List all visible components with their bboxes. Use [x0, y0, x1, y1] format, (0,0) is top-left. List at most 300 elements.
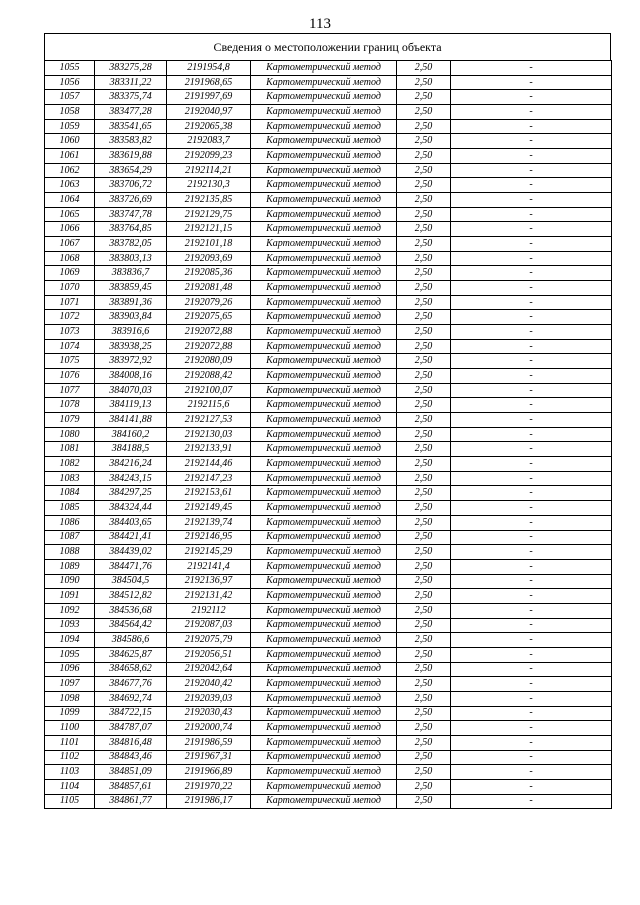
- accuracy-cell: 2,50: [397, 647, 451, 662]
- description-cell: -: [451, 193, 612, 208]
- table-row: [45, 765, 612, 780]
- point-number-cell: 1065: [45, 207, 95, 222]
- description-cell: -: [451, 515, 612, 530]
- table-row: [45, 501, 612, 516]
- description-cell: -: [451, 427, 612, 442]
- description-cell: -: [451, 677, 612, 692]
- description-cell: -: [451, 163, 612, 178]
- table-row: [45, 721, 612, 736]
- coordinates-table: [44, 60, 612, 809]
- coord-x-cell: 384787,07: [95, 721, 167, 736]
- table-row: [45, 339, 612, 354]
- table-row: [45, 457, 612, 472]
- method-cell: Картометрический метод: [251, 589, 397, 604]
- coord-x-cell: 383275,28: [95, 61, 167, 76]
- table-row: [45, 119, 612, 134]
- point-number-cell: 1059: [45, 119, 95, 134]
- table-row: [45, 237, 612, 252]
- point-number-cell: 1055: [45, 61, 95, 76]
- accuracy-cell: 2,50: [397, 471, 451, 486]
- table-row: [45, 603, 612, 618]
- point-number-cell: 1095: [45, 647, 95, 662]
- point-number-cell: 1100: [45, 721, 95, 736]
- point-number-cell: 1062: [45, 163, 95, 178]
- point-number-cell: 1097: [45, 677, 95, 692]
- coord-y-cell: 2192115,6: [167, 398, 251, 413]
- point-number-cell: 1069: [45, 266, 95, 281]
- coord-x-cell: 384512,82: [95, 589, 167, 604]
- description-cell: -: [451, 339, 612, 354]
- table-row: [45, 295, 612, 310]
- point-number-cell: 1075: [45, 354, 95, 369]
- method-cell: Картометрический метод: [251, 119, 397, 134]
- point-number-cell: 1094: [45, 633, 95, 648]
- coord-y-cell: 2192065,38: [167, 119, 251, 134]
- method-cell: Картометрический метод: [251, 545, 397, 560]
- accuracy-cell: 2,50: [397, 691, 451, 706]
- coord-x-cell: 384843,46: [95, 750, 167, 765]
- description-cell: -: [451, 119, 612, 134]
- accuracy-cell: 2,50: [397, 398, 451, 413]
- method-cell: Картометрический метод: [251, 515, 397, 530]
- table-row: [45, 369, 612, 384]
- method-cell: Картометрический метод: [251, 501, 397, 516]
- description-cell: -: [451, 765, 612, 780]
- accuracy-cell: 2,50: [397, 310, 451, 325]
- method-cell: Картометрический метод: [251, 603, 397, 618]
- coord-y-cell: 2192135,85: [167, 193, 251, 208]
- coord-x-cell: 384564,42: [95, 618, 167, 633]
- coord-x-cell: 384403,65: [95, 515, 167, 530]
- table-row: [45, 471, 612, 486]
- method-cell: Картометрический метод: [251, 310, 397, 325]
- point-number-cell: 1077: [45, 383, 95, 398]
- point-number-cell: 1104: [45, 779, 95, 794]
- accuracy-cell: 2,50: [397, 61, 451, 76]
- coord-x-cell: 384504,5: [95, 574, 167, 589]
- description-cell: -: [451, 457, 612, 472]
- description-cell: -: [451, 794, 612, 809]
- description-cell: -: [451, 735, 612, 750]
- table-row: [45, 105, 612, 120]
- coord-y-cell: 2192133,91: [167, 442, 251, 457]
- method-cell: Картометрический метод: [251, 134, 397, 149]
- coord-x-cell: 384658,62: [95, 662, 167, 677]
- accuracy-cell: 2,50: [397, 237, 451, 252]
- description-cell: -: [451, 281, 612, 296]
- table-row: [45, 413, 612, 428]
- coord-x-cell: 384188,5: [95, 442, 167, 457]
- accuracy-cell: 2,50: [397, 413, 451, 428]
- accuracy-cell: 2,50: [397, 178, 451, 193]
- coord-y-cell: 2192072,88: [167, 325, 251, 340]
- accuracy-cell: 2,50: [397, 193, 451, 208]
- accuracy-cell: 2,50: [397, 163, 451, 178]
- point-number-cell: 1102: [45, 750, 95, 765]
- table-row: [45, 691, 612, 706]
- accuracy-cell: 2,50: [397, 677, 451, 692]
- coord-y-cell: 2192000,74: [167, 721, 251, 736]
- accuracy-cell: 2,50: [397, 295, 451, 310]
- accuracy-cell: 2,50: [397, 207, 451, 222]
- coord-x-cell: 383782,05: [95, 237, 167, 252]
- accuracy-cell: 2,50: [397, 706, 451, 721]
- method-cell: Картометрический метод: [251, 486, 397, 501]
- coord-x-cell: 384722,15: [95, 706, 167, 721]
- coord-y-cell: 2192101,18: [167, 237, 251, 252]
- coord-y-cell: 2192145,29: [167, 545, 251, 560]
- description-cell: -: [451, 530, 612, 545]
- coord-y-cell: 2192083,7: [167, 134, 251, 149]
- point-number-cell: 1067: [45, 237, 95, 252]
- coord-x-cell: 383938,25: [95, 339, 167, 354]
- coord-y-cell: 2192040,42: [167, 677, 251, 692]
- coord-x-cell: 384141,88: [95, 413, 167, 428]
- accuracy-cell: 2,50: [397, 442, 451, 457]
- table-row: [45, 589, 612, 604]
- coord-x-cell: 383747,78: [95, 207, 167, 222]
- description-cell: -: [451, 603, 612, 618]
- coord-x-cell: 384625,87: [95, 647, 167, 662]
- coord-y-cell: 2192093,69: [167, 251, 251, 266]
- point-number-cell: 1074: [45, 339, 95, 354]
- table-row: [45, 662, 612, 677]
- table-row: [45, 281, 612, 296]
- accuracy-cell: 2,50: [397, 134, 451, 149]
- table-row: [45, 647, 612, 662]
- coordinates-table-body: [45, 61, 612, 809]
- description-cell: -: [451, 354, 612, 369]
- coord-y-cell: 2192081,48: [167, 281, 251, 296]
- accuracy-cell: 2,50: [397, 222, 451, 237]
- coord-y-cell: 2192056,51: [167, 647, 251, 662]
- point-number-cell: 1082: [45, 457, 95, 472]
- coord-x-cell: 383891,36: [95, 295, 167, 310]
- point-number-cell: 1091: [45, 589, 95, 604]
- coord-y-cell: 2192079,26: [167, 295, 251, 310]
- accuracy-cell: 2,50: [397, 486, 451, 501]
- coord-x-cell: 383375,74: [95, 90, 167, 105]
- method-cell: Картометрический метод: [251, 222, 397, 237]
- accuracy-cell: 2,50: [397, 501, 451, 516]
- description-cell: -: [451, 721, 612, 736]
- method-cell: Картометрический метод: [251, 618, 397, 633]
- accuracy-cell: 2,50: [397, 266, 451, 281]
- method-cell: Картометрический метод: [251, 691, 397, 706]
- coord-y-cell: 2192153,61: [167, 486, 251, 501]
- coord-x-cell: 383859,45: [95, 281, 167, 296]
- point-number-cell: 1083: [45, 471, 95, 486]
- description-cell: -: [451, 398, 612, 413]
- table-row: [45, 354, 612, 369]
- coord-y-cell: 2192072,88: [167, 339, 251, 354]
- accuracy-cell: 2,50: [397, 545, 451, 560]
- coord-y-cell: 2192146,95: [167, 530, 251, 545]
- point-number-cell: 1103: [45, 765, 95, 780]
- point-number-cell: 1098: [45, 691, 95, 706]
- method-cell: Картометрический метод: [251, 794, 397, 809]
- method-cell: Картометрический метод: [251, 559, 397, 574]
- coord-y-cell: 2191997,69: [167, 90, 251, 105]
- coord-x-cell: 384008,16: [95, 369, 167, 384]
- point-number-cell: 1084: [45, 486, 95, 501]
- description-cell: -: [451, 442, 612, 457]
- description-cell: -: [451, 647, 612, 662]
- method-cell: Картометрический метод: [251, 251, 397, 266]
- coord-y-cell: 2191967,31: [167, 750, 251, 765]
- method-cell: Картометрический метод: [251, 163, 397, 178]
- accuracy-cell: 2,50: [397, 721, 451, 736]
- description-cell: -: [451, 149, 612, 164]
- method-cell: Картометрический метод: [251, 735, 397, 750]
- coord-y-cell: 2192141,4: [167, 559, 251, 574]
- coord-x-cell: 384243,15: [95, 471, 167, 486]
- coord-y-cell: 2192130,3: [167, 178, 251, 193]
- coord-x-cell: 384216,24: [95, 457, 167, 472]
- coord-x-cell: 383477,28: [95, 105, 167, 120]
- description-cell: -: [451, 779, 612, 794]
- method-cell: Картометрический метод: [251, 427, 397, 442]
- coord-x-cell: 383916,6: [95, 325, 167, 340]
- coord-x-cell: 383583,82: [95, 134, 167, 149]
- description-cell: -: [451, 105, 612, 120]
- description-cell: -: [451, 207, 612, 222]
- method-cell: Картометрический метод: [251, 61, 397, 76]
- coord-y-cell: 2192139,74: [167, 515, 251, 530]
- coord-x-cell: 383619,88: [95, 149, 167, 164]
- point-number-cell: 1060: [45, 134, 95, 149]
- description-cell: -: [451, 574, 612, 589]
- accuracy-cell: 2,50: [397, 251, 451, 266]
- method-cell: Картометрический метод: [251, 765, 397, 780]
- point-number-cell: 1056: [45, 75, 95, 90]
- table-row: [45, 545, 612, 560]
- accuracy-cell: 2,50: [397, 794, 451, 809]
- method-cell: Картометрический метод: [251, 647, 397, 662]
- description-cell: -: [451, 310, 612, 325]
- coord-x-cell: 383803,13: [95, 251, 167, 266]
- coord-x-cell: 384816,48: [95, 735, 167, 750]
- description-cell: -: [451, 383, 612, 398]
- point-number-cell: 1090: [45, 574, 95, 589]
- table-row: [45, 559, 612, 574]
- coord-y-cell: 2192149,45: [167, 501, 251, 516]
- description-cell: -: [451, 178, 612, 193]
- description-cell: -: [451, 369, 612, 384]
- method-cell: Картометрический метод: [251, 149, 397, 164]
- accuracy-cell: 2,50: [397, 662, 451, 677]
- table-row: [45, 61, 612, 76]
- coord-y-cell: 2192114,21: [167, 163, 251, 178]
- method-cell: Картометрический метод: [251, 90, 397, 105]
- table-row: [45, 178, 612, 193]
- accuracy-cell: 2,50: [397, 735, 451, 750]
- point-number-cell: 1061: [45, 149, 95, 164]
- method-cell: Картометрический метод: [251, 530, 397, 545]
- point-number-cell: 1085: [45, 501, 95, 516]
- coord-x-cell: 384421,41: [95, 530, 167, 545]
- accuracy-cell: 2,50: [397, 354, 451, 369]
- table-row: [45, 618, 612, 633]
- method-cell: Картометрический метод: [251, 398, 397, 413]
- coord-y-cell: 2192030,43: [167, 706, 251, 721]
- point-number-cell: 1093: [45, 618, 95, 633]
- coord-y-cell: 2191968,65: [167, 75, 251, 90]
- coord-y-cell: 2192136,97: [167, 574, 251, 589]
- description-cell: -: [451, 75, 612, 90]
- table-row: [45, 677, 612, 692]
- coord-x-cell: 384857,61: [95, 779, 167, 794]
- table-row: [45, 574, 612, 589]
- coord-y-cell: 2192112: [167, 603, 251, 618]
- coord-x-cell: 383903,84: [95, 310, 167, 325]
- accuracy-cell: 2,50: [397, 75, 451, 90]
- coord-y-cell: 2192144,46: [167, 457, 251, 472]
- coord-y-cell: 2192087,03: [167, 618, 251, 633]
- point-number-cell: 1092: [45, 603, 95, 618]
- description-cell: -: [451, 633, 612, 648]
- description-cell: -: [451, 134, 612, 149]
- table-row: [45, 134, 612, 149]
- point-number-cell: 1087: [45, 530, 95, 545]
- coord-y-cell: 2192099,23: [167, 149, 251, 164]
- accuracy-cell: 2,50: [397, 369, 451, 384]
- point-number-cell: 1073: [45, 325, 95, 340]
- table-row: [45, 325, 612, 340]
- method-cell: Картометрический метод: [251, 369, 397, 384]
- method-cell: Картометрический метод: [251, 105, 397, 120]
- table-row: [45, 486, 612, 501]
- coord-y-cell: 2192039,03: [167, 691, 251, 706]
- coord-y-cell: 2191986,59: [167, 735, 251, 750]
- table-row: [45, 398, 612, 413]
- method-cell: Картометрический метод: [251, 779, 397, 794]
- point-number-cell: 1058: [45, 105, 95, 120]
- table-row: [45, 310, 612, 325]
- coord-x-cell: 384861,77: [95, 794, 167, 809]
- accuracy-cell: 2,50: [397, 574, 451, 589]
- accuracy-cell: 2,50: [397, 618, 451, 633]
- method-cell: Картометрический метод: [251, 178, 397, 193]
- method-cell: Картометрический метод: [251, 281, 397, 296]
- point-number-cell: 1099: [45, 706, 95, 721]
- coord-x-cell: 383706,72: [95, 178, 167, 193]
- coord-y-cell: 2192147,23: [167, 471, 251, 486]
- table-row: [45, 794, 612, 809]
- coord-x-cell: 383726,69: [95, 193, 167, 208]
- method-cell: Картометрический метод: [251, 750, 397, 765]
- coord-y-cell: 2192042,64: [167, 662, 251, 677]
- description-cell: -: [451, 559, 612, 574]
- description-cell: -: [451, 222, 612, 237]
- method-cell: Картометрический метод: [251, 325, 397, 340]
- accuracy-cell: 2,50: [397, 515, 451, 530]
- coord-x-cell: 384324,44: [95, 501, 167, 516]
- description-cell: -: [451, 266, 612, 281]
- point-number-cell: 1089: [45, 559, 95, 574]
- table-row: [45, 90, 612, 105]
- table-row: [45, 750, 612, 765]
- method-cell: Картометрический метод: [251, 721, 397, 736]
- point-number-cell: 1063: [45, 178, 95, 193]
- point-number-cell: 1086: [45, 515, 95, 530]
- coord-y-cell: 2192130,03: [167, 427, 251, 442]
- method-cell: Картометрический метод: [251, 383, 397, 398]
- accuracy-cell: 2,50: [397, 589, 451, 604]
- coord-x-cell: 383311,22: [95, 75, 167, 90]
- accuracy-cell: 2,50: [397, 119, 451, 134]
- coord-x-cell: 384586,6: [95, 633, 167, 648]
- point-number-cell: 1080: [45, 427, 95, 442]
- description-cell: -: [451, 589, 612, 604]
- table-row: [45, 633, 612, 648]
- method-cell: Картометрический метод: [251, 677, 397, 692]
- method-cell: Картометрический метод: [251, 457, 397, 472]
- point-number-cell: 1078: [45, 398, 95, 413]
- accuracy-cell: 2,50: [397, 427, 451, 442]
- coord-y-cell: 2191986,17: [167, 794, 251, 809]
- coord-x-cell: 384160,2: [95, 427, 167, 442]
- description-cell: -: [451, 90, 612, 105]
- table-row: [45, 515, 612, 530]
- table-row: [45, 251, 612, 266]
- accuracy-cell: 2,50: [397, 149, 451, 164]
- description-cell: -: [451, 237, 612, 252]
- method-cell: Картометрический метод: [251, 339, 397, 354]
- accuracy-cell: 2,50: [397, 559, 451, 574]
- point-number-cell: 1071: [45, 295, 95, 310]
- description-cell: -: [451, 618, 612, 633]
- method-cell: Картометрический метод: [251, 193, 397, 208]
- description-cell: -: [451, 251, 612, 266]
- table-row: [45, 75, 612, 90]
- accuracy-cell: 2,50: [397, 325, 451, 340]
- accuracy-cell: 2,50: [397, 105, 451, 120]
- accuracy-cell: 2,50: [397, 765, 451, 780]
- accuracy-cell: 2,50: [397, 339, 451, 354]
- table-row: [45, 530, 612, 545]
- accuracy-cell: 2,50: [397, 530, 451, 545]
- table-row: [45, 706, 612, 721]
- accuracy-cell: 2,50: [397, 383, 451, 398]
- coord-x-cell: 384677,76: [95, 677, 167, 692]
- method-cell: Картометрический метод: [251, 75, 397, 90]
- point-number-cell: 1057: [45, 90, 95, 105]
- accuracy-cell: 2,50: [397, 750, 451, 765]
- coord-y-cell: 2191970,22: [167, 779, 251, 794]
- point-number-cell: 1068: [45, 251, 95, 266]
- point-number-cell: 1101: [45, 735, 95, 750]
- description-cell: -: [451, 662, 612, 677]
- point-number-cell: 1096: [45, 662, 95, 677]
- point-number-cell: 1076: [45, 369, 95, 384]
- description-cell: -: [451, 471, 612, 486]
- point-number-cell: 1064: [45, 193, 95, 208]
- table-row: [45, 442, 612, 457]
- table-row: [45, 163, 612, 178]
- coord-y-cell: 2192121,15: [167, 222, 251, 237]
- accuracy-cell: 2,50: [397, 603, 451, 618]
- coord-x-cell: 383764,85: [95, 222, 167, 237]
- accuracy-cell: 2,50: [397, 457, 451, 472]
- table-row: [45, 383, 612, 398]
- coord-y-cell: 2191954,8: [167, 61, 251, 76]
- description-cell: -: [451, 325, 612, 340]
- table-row: [45, 222, 612, 237]
- method-cell: Картометрический метод: [251, 207, 397, 222]
- description-cell: -: [451, 295, 612, 310]
- description-cell: -: [451, 706, 612, 721]
